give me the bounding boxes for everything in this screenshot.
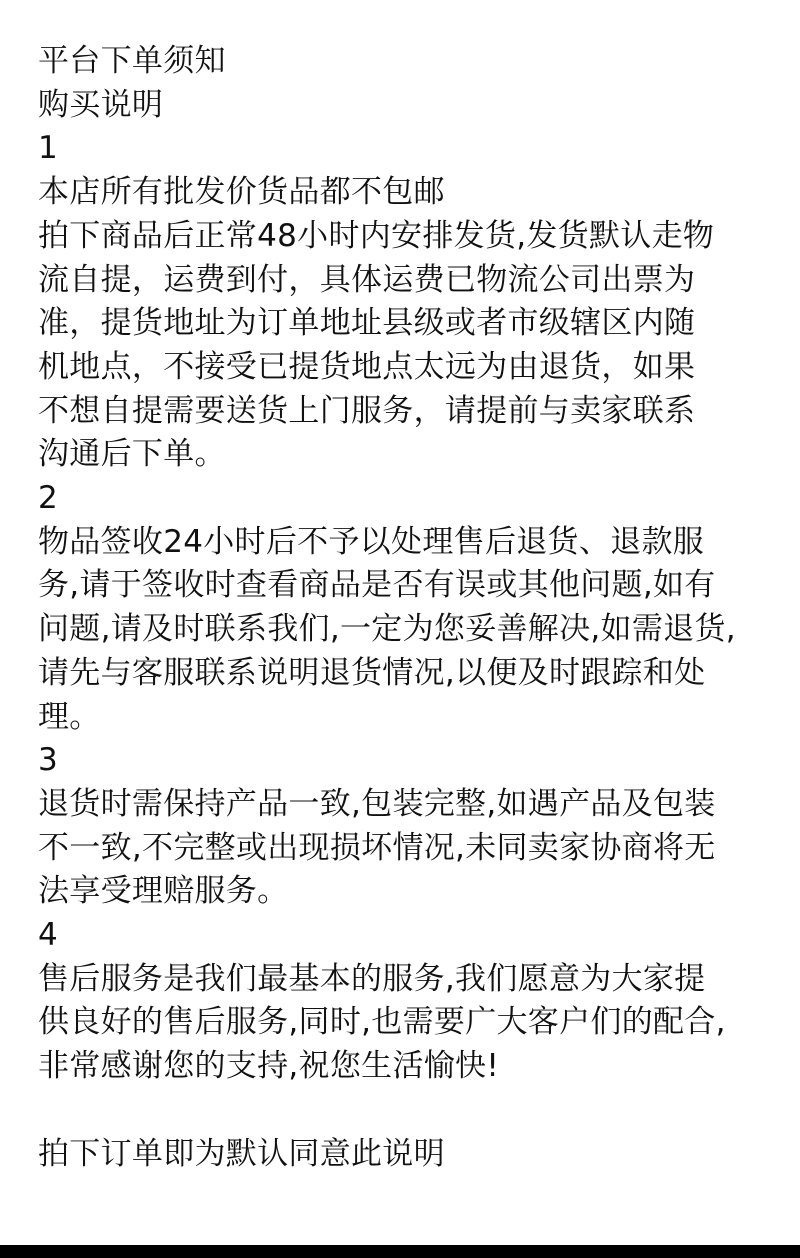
section-2-line: 请先与客服联系说明退货情况,以便及时跟踪和处	[38, 654, 706, 691]
section-2-line: 务,请于签收时查看商品是否有误或其他问题,如有	[38, 567, 716, 604]
section-2-line: 物品签收24小时后不予以处理售后退货、退款服	[38, 523, 705, 560]
section-1-line: 拍下商品后正常48小时内安排发货,发货默认走物	[38, 217, 715, 254]
section-3-line: 不一致,不完整或出现损坏情况,未同卖家协商将无	[38, 829, 716, 866]
section-1-line: 准，提货地址为订单地址县级或者市级辖区内随	[38, 305, 696, 342]
notice-title: 平台下单须知	[38, 43, 226, 79]
section-number-1: 1	[38, 130, 59, 167]
spacer	[38, 1089, 778, 1133]
section-3-line: 退货时需保持产品一致,包装完整,如遇产品及包装	[38, 785, 716, 822]
section-4-line: 供良好的售后服务,同时,也需要广大客户们的配合,	[38, 1004, 726, 1041]
section-1-line: 本店所有批发价货品都不包邮	[38, 174, 445, 211]
section-2-line: 理。	[38, 698, 101, 735]
section-4-line: 售后服务是我们最基本的服务,我们愿意为大家提	[38, 960, 706, 997]
section-1-line: 流自提，运费到付，具体运费已物流公司出票为	[38, 261, 696, 298]
section-3-line: 法享受理赔服务。	[38, 873, 289, 910]
notice-footer: 拍下订单即为默认同意此说明	[38, 1135, 445, 1172]
section-1-line: 沟通后下单。	[38, 436, 226, 473]
section-1-line: 不想自提需要送货上门服务，请提前与卖家联系	[38, 392, 696, 429]
section-2-line: 问题,请及时联系我们,一定为您妥善解决,如需退货,	[38, 611, 736, 648]
section-number-4: 4	[38, 917, 59, 954]
section-number-3: 3	[38, 742, 59, 779]
notice-subtitle: 购买说明	[38, 86, 164, 123]
section-4-line: 非常感谢您的支持,祝您生活愉快!	[38, 1048, 500, 1085]
notice-content	[38, 40, 778, 1176]
section-1-line: 机地点，不接受已提货地点太远为由退货，如果	[38, 348, 696, 385]
section-number-2: 2	[38, 480, 59, 517]
